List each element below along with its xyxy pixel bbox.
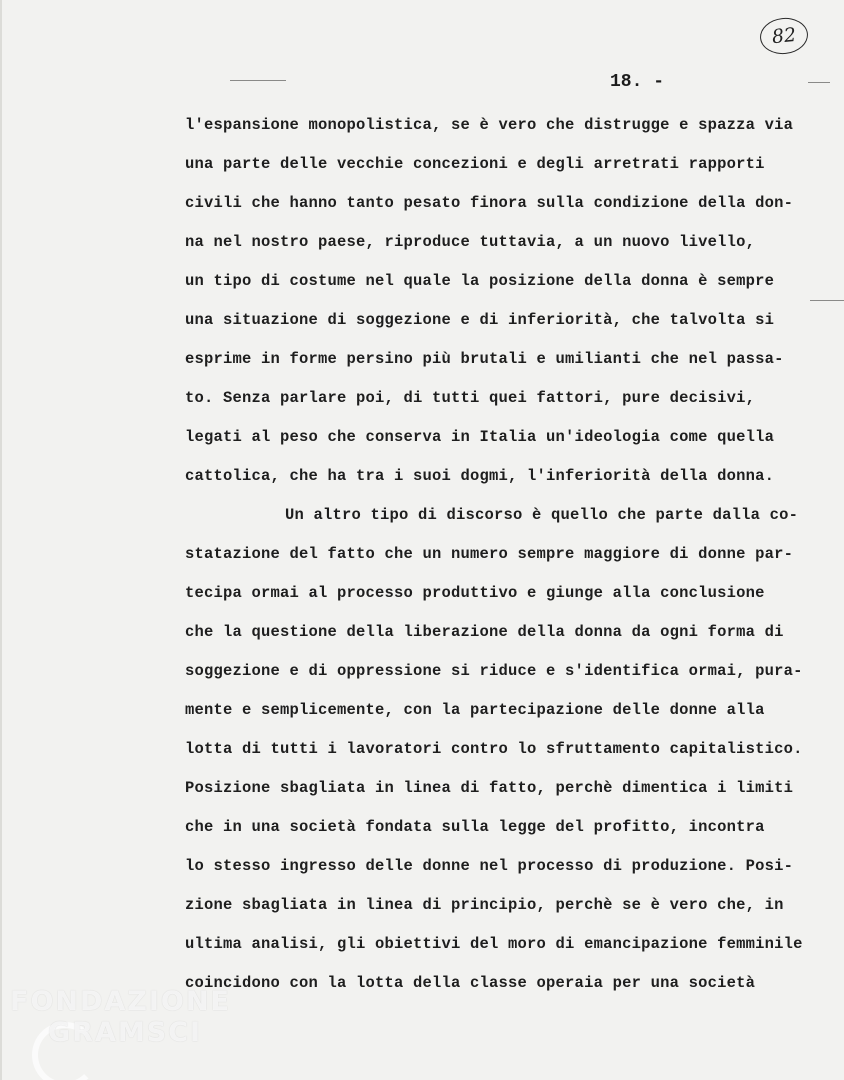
text-line: statazione del fatto che un numero sempre maggiore di donne par- [185,545,794,563]
text-line: zione sbagliata in linea di principio, perchè se è vero che, in [185,896,784,914]
text-line: lotta di tutti i lavoratori contro lo sfruttamento capitalistico. [185,740,803,758]
text-line: civili che hanno tanto pesato finora sulla condizione della don- [185,194,794,212]
margin-mark [230,80,286,81]
archive-number-stamp: 82 [758,16,810,57]
text-line: tecipa ormai al processo produttivo e giunge alla conclusione [185,584,765,602]
text-line: Un altro tipo di discorso è quello che parte dalla co- [285,506,799,524]
text-line: una parte delle vecchie concezioni e degli arretrati rapporti [185,155,765,173]
text-line: che la questione della liberazione della donna da ogni forma di [185,623,784,641]
page-number: 18. - [610,72,665,92]
text-line: to. Senza parlare poi, di tutti quei fattori, pure decisivi, [185,389,756,407]
text-line: cattolica, che ha tra i suoi dogmi, l'inferiorità della donna. [185,467,775,485]
text-line: soggezione e di oppressione si riduce e s'identifica ormai, pura- [185,662,803,680]
text-line: che in una società fondata sulla legge del profitto, incontra [185,818,765,836]
text-line: mente e semplicemente, con la partecipazione delle donne alla [185,701,765,719]
margin-mark [810,300,844,301]
text-line: coincidono con la lotta della classe operaia per una società [185,974,756,992]
text-line: un tipo di costume nel quale la posizione della donna è sempre [185,272,775,290]
margin-mark [808,82,830,83]
text-line: l'espansione monopolistica, se è vero che distrugge e spazza via [185,116,794,134]
text-line: una situazione di soggezione e di inferiorità, che talvolta si [185,311,775,329]
watermark [10,988,231,1046]
watermark-line-2: GRAMSCI [48,1017,203,1048]
text-line: lo stesso ingresso delle donne nel processo di produzione. Posi- [185,857,794,875]
watermark-line-1: FONDAZIONE [10,986,231,1017]
text-line: na nel nostro paese, riproduce tuttavia, a un nuovo livello, [185,233,756,251]
text-line: legati al peso che conserva in Italia un'ideologia come quella [185,428,775,446]
text-line: Posizione sbagliata in linea di fatto, perchè dimentica i limiti [185,779,794,797]
text-line: ultima analisi, gli obiettivi del moro di emancipazione femminile [185,935,803,953]
text-line: esprime in forme persino più brutali e umilianti che nel passa- [185,350,784,368]
